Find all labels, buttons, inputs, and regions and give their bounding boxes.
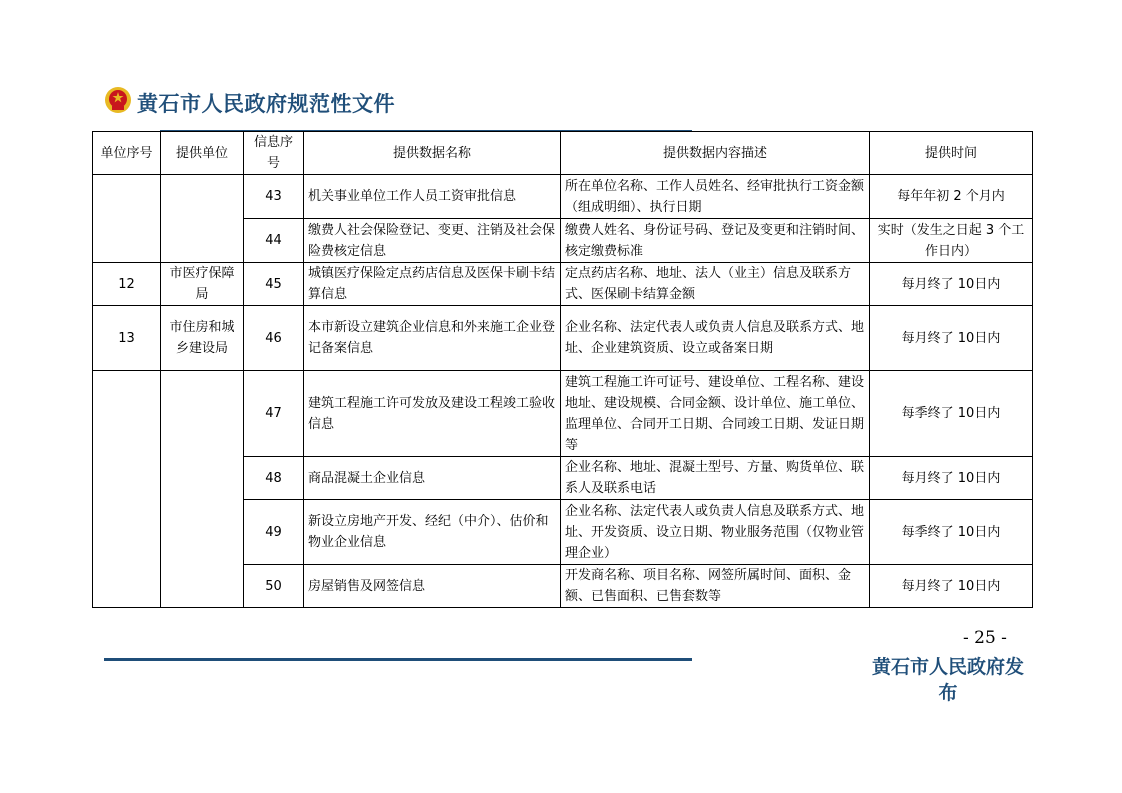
header-unit: 提供单位 (161, 132, 244, 175)
data-desc-cell: 企业名称、地址、混凝土型号、方量、购货单位、联系人及联系电话 (561, 457, 870, 500)
time-cell: 每年年初 2 个月内 (870, 175, 1033, 219)
time-cell: 每月终了 10日内 (870, 565, 1033, 608)
info-no-cell: 47 (244, 371, 304, 457)
unit-cell: 市住房和城乡建设局 (161, 306, 244, 371)
data-desc-cell: 企业名称、法定代表人或负责人信息及联系方式、地址、开发资质、设立日期、物业服务范围（仅物业管理企业） (561, 500, 870, 565)
data-name-cell: 商品混凝土企业信息 (304, 457, 561, 500)
unit-no-cell (93, 371, 161, 608)
data-desc-cell: 所在单位名称、工作人员姓名、经审批执行工资金额（组成明细）、执行日期 (561, 175, 870, 219)
header-data-desc: 提供数据内容描述 (561, 132, 870, 175)
unit-no-cell: 13 (93, 306, 161, 371)
data-name-cell: 新设立房地产开发、经纪（中介）、估价和物业企业信息 (304, 500, 561, 565)
header-unit-no: 单位序号 (93, 132, 161, 175)
time-cell: 实时（发生之日起 3 个工作日内） (870, 219, 1033, 263)
info-no-cell: 46 (244, 306, 304, 371)
info-no-cell: 43 (244, 175, 304, 219)
publisher-label: 黄石市人民政府发布 (871, 656, 1024, 704)
data-desc-cell: 缴费人姓名、身份证号码、登记及变更和注销时间、核定缴费标准 (561, 219, 870, 263)
data-table (92, 131, 1033, 608)
document-header-title: 黄石市人民政府规范性文件 (137, 91, 395, 116)
table-row (93, 263, 1033, 306)
info-no-cell: 48 (244, 457, 304, 500)
data-name-cell: 城镇医疗保险定点药店信息及医保卡刷卡结算信息 (304, 263, 561, 306)
info-no-cell: 45 (244, 263, 304, 306)
unit-cell: 市医疗保障局 (161, 263, 244, 306)
page-number: - 25 - (963, 628, 1007, 648)
info-no-cell: 49 (244, 500, 304, 565)
header-time: 提供时间 (870, 132, 1033, 175)
table-row (93, 306, 1033, 371)
unit-no-cell (93, 175, 161, 263)
table-row (93, 175, 1033, 219)
time-cell: 每季终了 10日内 (870, 371, 1033, 457)
time-cell: 每月终了 10日内 (870, 457, 1033, 500)
data-desc-cell: 开发商名称、项目名称、网签所属时间、面积、金额、已售面积、已售套数等 (561, 565, 870, 608)
info-no-cell: 44 (244, 219, 304, 263)
data-name-cell: 缴费人社会保险登记、变更、注销及社会保险费核定信息 (304, 219, 561, 263)
data-name-cell: 建筑工程施工许可发放及建设工程竣工验收信息 (304, 371, 561, 457)
data-desc-cell: 定点药店名称、地址、法人（业主）信息及联系方式、医保刷卡结算金额 (561, 263, 870, 306)
data-name-cell: 机关事业单位工作人员工资审批信息 (304, 175, 561, 219)
time-cell: 每季终了 10日内 (870, 500, 1033, 565)
time-cell: 每月终了 10日内 (870, 306, 1033, 371)
data-name-cell: 房屋销售及网签信息 (304, 565, 561, 608)
data-desc-cell: 企业名称、法定代表人或负责人信息及联系方式、地址、企业建筑资质、设立或备案日期 (561, 306, 870, 371)
footer-divider (104, 658, 692, 661)
table-row (93, 371, 1033, 457)
unit-cell (161, 175, 244, 263)
table-header-row (93, 132, 1033, 175)
national-emblem-icon (104, 86, 132, 114)
time-cell: 每月终了 10日内 (870, 263, 1033, 306)
info-no-cell: 50 (244, 565, 304, 608)
data-name-cell: 本市新设立建筑企业信息和外来施工企业登记备案信息 (304, 306, 561, 371)
unit-no-cell: 12 (93, 263, 161, 306)
header-info-no: 信息序号 (244, 132, 304, 175)
header-data-name: 提供数据名称 (304, 132, 561, 175)
data-desc-cell: 建筑工程施工许可证号、建设单位、工程名称、建设地址、建设规模、合同金额、设计单位、施工单位、监理单位、合同开工日期、合同竣工日期、发证日期等 (561, 371, 870, 457)
unit-cell (161, 371, 244, 608)
